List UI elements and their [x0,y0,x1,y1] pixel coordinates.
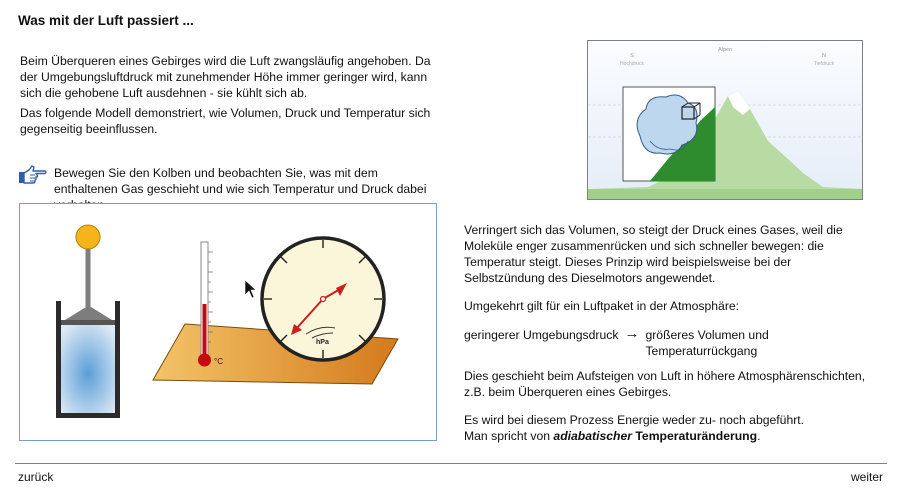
footer-divider [15,463,887,464]
pressure-gauge [262,238,384,360]
thermometer-unit: °C [214,357,223,366]
gauge-unit: hPa [316,339,329,346]
high-pressure-label: Hochdruck [620,61,644,67]
gas-volume [60,325,116,413]
page-title: Was mit der Luft passiert ... [18,13,194,28]
mountain-adiabatic-figure [587,40,863,200]
low-pressure-label: Tiefdruck [813,61,835,67]
back-link[interactable]: zurück [18,470,54,484]
relation-right-line-2: Temperaturrückgang [645,344,758,358]
relation-left: geringerer Umgebungsdruck [464,328,619,342]
mountain-canvas [588,41,862,199]
explanation-paragraph-4 [464,412,869,444]
adiabatic-term-suffix: Temperaturänderung [632,429,758,443]
adiabatic-term: adiabatischer [553,429,632,443]
explanation-line-energy: Es wird bei diesem Prozess Energie weder zu- noch abgeführt. [464,413,805,427]
pointing-hand-icon [18,164,48,186]
south-label: S [630,53,634,59]
alps-label: Alpen [717,47,733,53]
adiabatic-period: . [757,429,761,443]
explanation-line-adiabatic [464,429,760,443]
intro-paragraph-2: Das folgende Modell demonstriert, wie Volumen, Druck und Temperatur sich gegenseitig beeinflussen. [20,106,431,136]
arrow-right-icon: → [624,325,640,342]
gas-simulation-panel [19,203,437,441]
relation-right-line-1: größeres Volumen und [645,328,769,342]
mouse-cursor-icon [245,280,256,298]
relation-right [645,327,768,359]
simulation-canvas [20,204,438,442]
instruction-text: Bewegen Sie den Kolben und beobachten Sie, was mit dem enthaltenen Gas geschieht und wie sich Temperatur und Druck dabei [54,166,427,196]
intro-paragraph: Beim Überqueren eines Gebirges wird die Luft zwangsläufig angehoben. Da der Umgebungsluftdruck mit zunehmender Höhe immer geringer wird, kann sich die gehobene Luft ausdehnen - sie kühlt sich ab. [20,54,431,100]
explanation-paragraph-2: Umgekehrt gilt für ein Luftpaket in der Atmosphäre: [464,299,740,313]
adiabatic-prefix: Man spricht von [464,429,554,443]
piston-handle[interactable] [65,225,112,320]
north-label: N [822,53,826,59]
explanation-paragraph-3: Dies geschieht beim Aufsteigen von Luft in höhere Atmosphärenschichten, z.B. beim Überqueren eines Gebirges. [464,369,866,399]
relation-row [464,327,869,359]
explanation-paragraph-1: Verringert sich das Volumen, so steigt der Druck eines Gases, weil die Moleküle enger zusammenrücken und sich schneller bewegen: die Temperatur steigt. Dieses Prinzip wird beispielsweise bei der Selbstzündung des Dieselmotors angewendet. [464,223,843,285]
next-link[interactable]: weiter [850,470,883,484]
